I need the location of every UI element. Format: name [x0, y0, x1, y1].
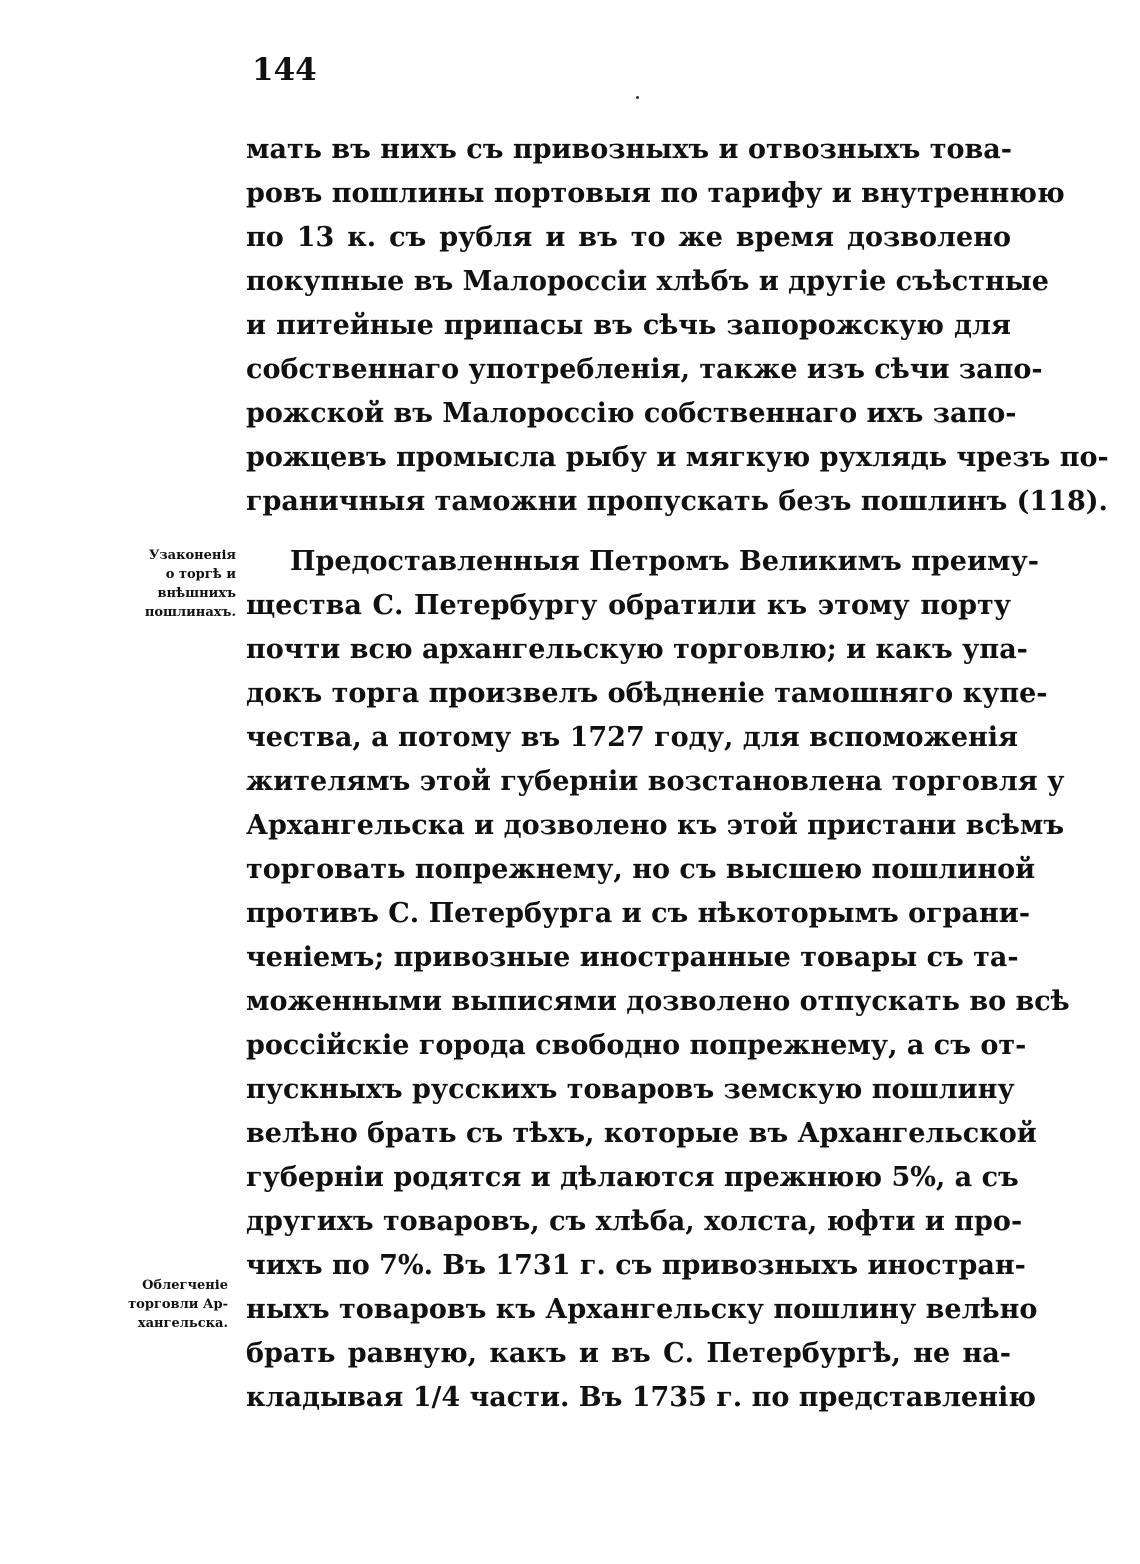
text-line: покупные въ Малороссіи хлѣбъ и другіе съѣстные — [246, 266, 1049, 297]
text-line: мать въ нихъ съ привозныхъ и отвозныхъ това- — [246, 134, 1012, 165]
text-line: Архангельска и дозволено къ этой пристани всѣмъ — [246, 810, 1065, 841]
margin-note-line: пошлинахъ. — [144, 605, 236, 620]
text-line: моженными выписями дозволено отпускать во всѣ — [246, 986, 1070, 1017]
stray-mark — [636, 96, 639, 99]
page-number: 144 — [252, 52, 317, 88]
text-line: ныхъ товаровъ къ Архангельску пошлину велѣно — [246, 1294, 1038, 1325]
text-line: чества, а потому въ 1727 году, для вспоможенія — [246, 722, 1018, 753]
text-line: кладывая 1/4 части. Въ 1735 г. по представленію — [246, 1382, 1036, 1413]
text-line: и питейные припасы въ сѣчь запорожскую для — [246, 310, 1011, 341]
margin-note — [100, 1276, 228, 1333]
text-line: щества С. Петербургу обратили къ этому порту — [246, 590, 1011, 621]
text-line: россійскіе города свободно попрежнему, а съ от- — [246, 1030, 1027, 1061]
text-line: докъ торга произвелъ обѣдненіе тамошняго купе- — [246, 678, 1048, 709]
text-line: велѣно брать съ тѣхъ, которые въ Архангельской — [246, 1118, 1037, 1149]
text-line: почти всю архангельскую торговлю; и какъ упа- — [246, 634, 1028, 665]
text-line: ровъ пошлины портовыя по тарифу и внутреннюю — [246, 178, 1065, 209]
text-line: ченіемъ; привозные иностранные товары съ та- — [246, 942, 1019, 973]
text-line: брать равную, какъ и въ С. Петербургѣ, не на- — [246, 1338, 1011, 1369]
margin-note — [108, 546, 236, 622]
text-line: пускныхъ русскихъ товаровъ земскую пошлину — [246, 1074, 1015, 1105]
margin-note-line: торговли Ар- — [128, 1297, 228, 1312]
text-line: Предоставленныя Петромъ Великимъ преиму- — [290, 546, 1039, 577]
text-line: рожской въ Малороссію собственнаго ихъ запо- — [246, 398, 1017, 429]
text-line: губерніи родятся и дѣлаются прежнюю 5%, а съ — [246, 1162, 1019, 1193]
text-line: торговать попрежнему, но съ высшею пошлиной — [246, 854, 1036, 885]
text-line: жителямъ этой губерніи возстановлена торговля у — [246, 766, 1065, 797]
text-line: другихъ товаровъ, съ хлѣба, холста, юфти и про- — [246, 1206, 1023, 1237]
margin-note-line: внѣшнихъ — [157, 586, 236, 601]
text-line: рожцевъ промысла рыбу и мягкую рухлядь чрезъ по- — [246, 442, 1109, 473]
margin-note-line: Облегченіе — [142, 1278, 228, 1293]
margin-note-line: хангельска. — [137, 1316, 228, 1331]
text-line: граничныя таможни пропускать безъ пошлинъ (118). — [246, 486, 1108, 517]
text-line: по 13 к. съ рубля и въ то же время дозволено — [246, 222, 1011, 253]
margin-note-line: о торгѣ и — [165, 567, 236, 582]
margin-note-line: Узаконенія — [148, 548, 236, 563]
text-line: противъ С. Петербурга и съ нѣкоторымъ ограни- — [246, 898, 1031, 929]
text-line: собственнаго употребленія, также изъ сѣчи запо- — [246, 354, 1043, 385]
text-line: чихъ по 7%. Въ 1731 г. съ привозныхъ иностран- — [246, 1250, 1026, 1281]
